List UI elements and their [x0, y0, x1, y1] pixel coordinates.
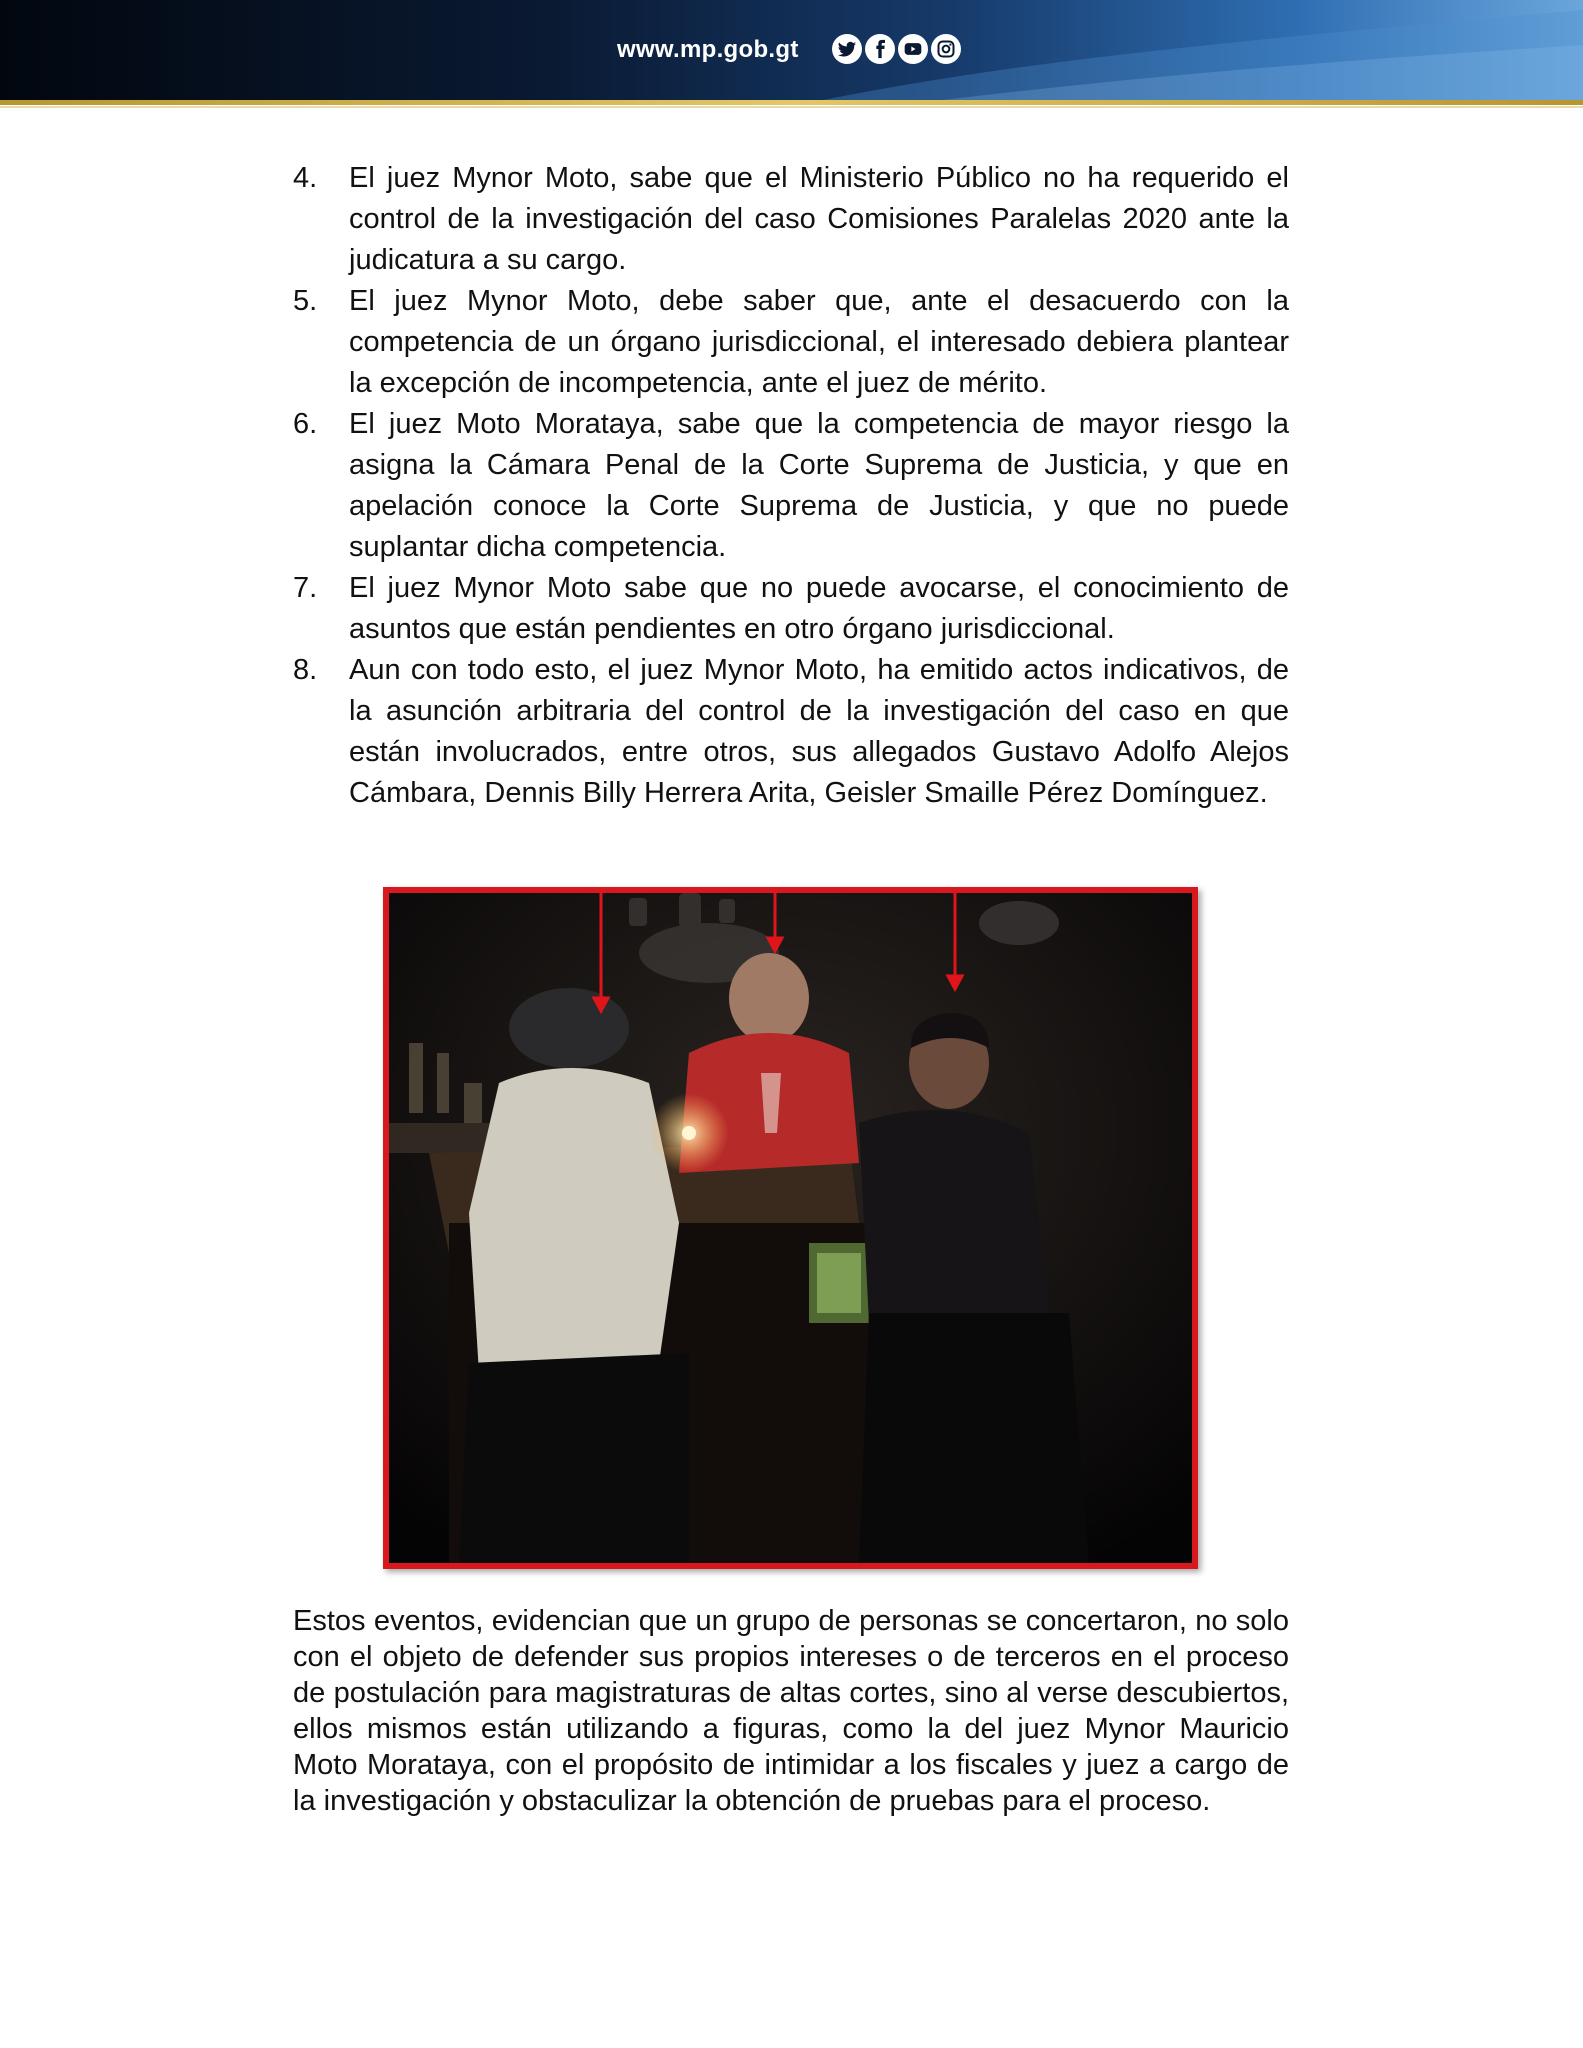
list-item-text: Aun con todo esto, el juez Mynor Moto, ha emitido actos indicativos, de la asunción arbitraria del control de la investigación del caso en que están involucrados, entre otros, sus allegados Gustavo Adolfo Alejos Cámbara, Dennis Billy Herrera Arita, Geisler Smaille Pérez Domínguez. [349, 654, 1289, 809]
site-url-link[interactable]: www.mp.gob.gt [617, 36, 799, 63]
list-item-text: El juez Mynor Moto, sabe que el Ministerio Público no ha requerido el control de la investigación del caso Comisiones Paralelas 2020 ante la judicatura a su cargo. [349, 162, 1289, 276]
list-item-text: El juez Mynor Moto, debe saber que, ante el desacuerdo con la competencia de un órgano jurisdiccional, el interesado debiera plantear la excepción de incompetencia, ante el juez de mérito. [349, 285, 1289, 399]
list-item [293, 404, 1289, 568]
list-item [293, 650, 1289, 814]
twitter-icon[interactable] [832, 34, 862, 64]
header-gold-divider [0, 100, 1583, 105]
list-item [293, 158, 1289, 281]
list-item-text: El juez Moto Morataya, sabe que la competencia de mayor riesgo la asigna la Cámara Penal de la Corte Suprema de Justicia, y que en apelación conoce la Corte Suprema de Justicia, y que no puede suplantar dicha competencia. [349, 408, 1289, 563]
list-item [293, 568, 1289, 650]
social-icons [832, 34, 961, 64]
header-bar [0, 0, 1583, 100]
list-item-number: 7. [293, 572, 318, 604]
header-gold-thin-divider [0, 106, 1583, 108]
evidence-photo [383, 887, 1198, 1569]
list-item-number: 8. [293, 654, 318, 686]
numbered-list [293, 158, 1289, 814]
evidence-photo-scene [389, 893, 1192, 1563]
list-item [293, 281, 1289, 404]
closing-paragraph: Estos eventos, evidencian que un grupo de personas se concertaron, no solo con el objeto de defender sus propios intereses o de terceros en el proceso de postulación para magistraturas de altas cortes, sino al verse descubiertos, ellos mismos están utilizando a figuras, como la del juez Mynor Mauricio Moto Morataya, con el propósito de intimidar a los fiscales y juez a cargo de la investigación y obstaculizar la obtención de pruebas para el proceso. [293, 1605, 1289, 1817]
list-item-number: 5. [293, 285, 318, 317]
list-item-number: 4. [293, 162, 318, 194]
facebook-icon[interactable] [865, 34, 895, 64]
list-item-text: El juez Mynor Moto sabe que no puede avocarse, el conocimiento de asuntos que están pendientes en otro órgano jurisdiccional. [349, 572, 1289, 645]
list-item-number: 6. [293, 408, 318, 440]
youtube-icon[interactable] [898, 34, 928, 64]
instagram-icon[interactable] [931, 34, 961, 64]
